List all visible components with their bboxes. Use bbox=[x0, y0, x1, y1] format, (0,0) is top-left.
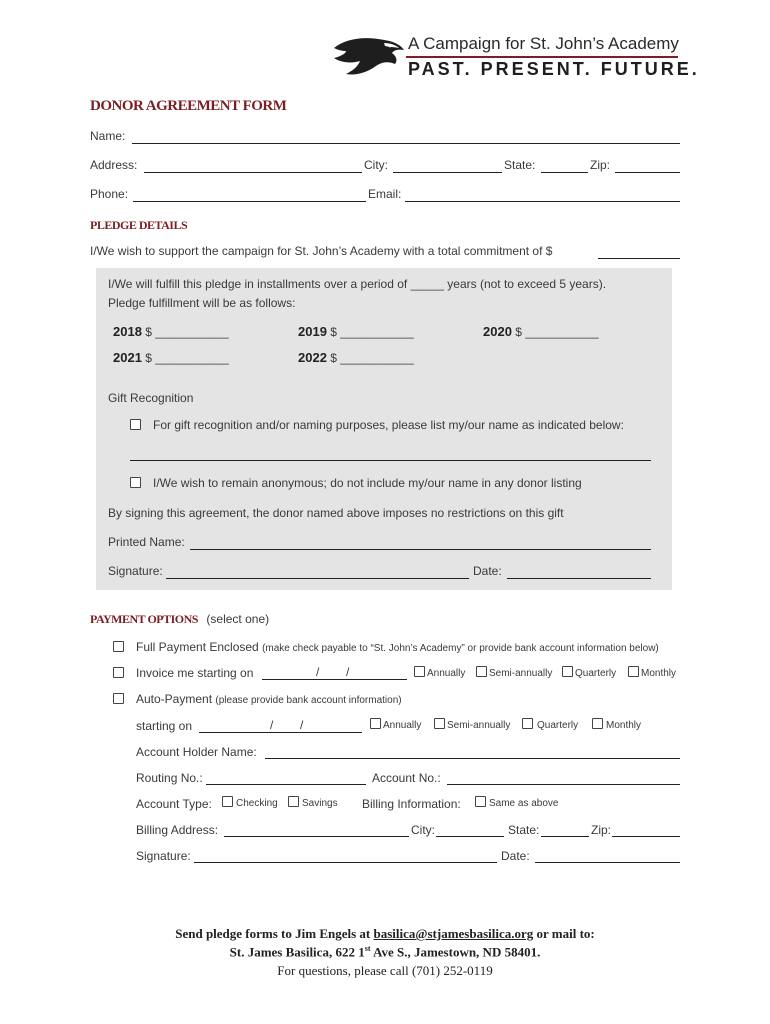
year-amount: $ ___________ bbox=[145, 351, 229, 365]
year-2021-row[interactable] bbox=[113, 350, 229, 365]
footer-send-line bbox=[0, 926, 770, 942]
eagle-logo-icon bbox=[332, 34, 406, 78]
printed-name-label: Printed Name: bbox=[108, 535, 185, 549]
year-label: 2020 bbox=[483, 324, 512, 339]
starting-date-field[interactable] bbox=[199, 732, 362, 733]
email-label: Email: bbox=[368, 187, 402, 201]
autopay-semiannually-label: Semi-annually bbox=[447, 720, 511, 731]
pledge-date-field[interactable] bbox=[507, 578, 651, 579]
naming-checkbox[interactable] bbox=[130, 419, 141, 430]
name-field[interactable] bbox=[132, 143, 680, 144]
email-field[interactable] bbox=[405, 201, 680, 202]
account-type-label: Account Type: bbox=[136, 797, 212, 811]
year-amount: $ ___________ bbox=[330, 351, 414, 365]
footer-address-line bbox=[0, 944, 770, 960]
footer-send-suffix: or mail to: bbox=[536, 926, 595, 941]
year-label: 2021 bbox=[113, 350, 142, 365]
autopay-note: (please provide bank account information) bbox=[215, 695, 402, 706]
pledge-signature-field[interactable] bbox=[166, 578, 469, 579]
anonymous-checkbox[interactable] bbox=[130, 477, 141, 488]
footer-email-link[interactable]: basilica@stjamesbasilica.org bbox=[373, 926, 534, 941]
anonymous-option-label: I/We wish to remain anonymous; do not include my/our name in any donor listing bbox=[153, 476, 582, 490]
phone-label: Phone: bbox=[90, 187, 129, 201]
name-label: Name: bbox=[90, 129, 126, 143]
invoice-date-slashes: / / bbox=[316, 665, 350, 679]
year-amount: $ ___________ bbox=[515, 325, 599, 339]
phone-field[interactable] bbox=[133, 201, 366, 202]
year-label: 2019 bbox=[298, 324, 327, 339]
address-label: Address: bbox=[90, 158, 138, 172]
autopay-quarterly-checkbox[interactable] bbox=[522, 718, 533, 729]
billing-state-label: State: bbox=[508, 823, 540, 837]
account-holder-label: Account Holder Name: bbox=[136, 745, 257, 759]
autopay-quarterly-label: Quarterly bbox=[537, 720, 579, 731]
invoice-date-field[interactable] bbox=[262, 679, 407, 680]
same-as-above-checkbox[interactable] bbox=[475, 796, 486, 807]
footer-send-prefix: Send pledge forms to Jim Engels at bbox=[175, 926, 371, 941]
billing-city-label: City: bbox=[411, 823, 435, 837]
pledge-heading: PLEDGE DETAILS bbox=[90, 218, 188, 232]
billing-zip-field[interactable] bbox=[612, 836, 680, 837]
invoice-monthly-checkbox[interactable] bbox=[628, 666, 639, 677]
payment-signature-field[interactable] bbox=[194, 862, 497, 863]
payment-heading: PAYMENT OPTIONS bbox=[90, 612, 198, 626]
savings-label: Savings bbox=[302, 798, 338, 809]
naming-field[interactable] bbox=[130, 460, 651, 461]
no-restrictions-text: By signing this agreement, the donor named above imposes no restrictions on this gift bbox=[108, 506, 564, 520]
year-label: 2018 bbox=[113, 324, 142, 339]
billing-address-field[interactable] bbox=[224, 836, 409, 837]
commitment-text: I/We wish to support the campaign for St. John’s Academy with a total commitment of $ bbox=[90, 244, 553, 258]
starting-on-label: starting on bbox=[136, 719, 193, 733]
pledge-date-label: Date: bbox=[473, 564, 502, 578]
checking-label: Checking bbox=[236, 798, 278, 809]
state-label: State: bbox=[504, 158, 536, 172]
billing-info-label: Billing Information: bbox=[362, 797, 461, 811]
billing-state-field[interactable] bbox=[541, 836, 589, 837]
year-amount: $ ___________ bbox=[145, 325, 229, 339]
invoice-monthly-label: Monthly bbox=[641, 668, 677, 679]
payment-date-field[interactable] bbox=[535, 862, 680, 863]
gift-recognition-label: Gift Recognition bbox=[108, 391, 194, 405]
pledge-signature-label: Signature: bbox=[108, 564, 163, 578]
zip-field[interactable] bbox=[615, 172, 680, 173]
autopay-label: Auto-Payment bbox=[136, 692, 213, 706]
account-holder-field[interactable] bbox=[265, 758, 680, 759]
fulfillment-text: Pledge fulfillment will be as follows: bbox=[108, 296, 296, 310]
state-field[interactable] bbox=[541, 172, 588, 173]
city-label: City: bbox=[364, 158, 388, 172]
year-2020-row[interactable] bbox=[483, 324, 599, 339]
year-label: 2022 bbox=[298, 350, 327, 365]
autopay-row bbox=[136, 692, 402, 706]
city-field[interactable] bbox=[393, 172, 502, 173]
account-no-label: Account No.: bbox=[372, 771, 441, 785]
invoice-label: Invoice me starting on bbox=[136, 666, 254, 680]
routing-label: Routing No.: bbox=[136, 771, 203, 785]
printed-name-field[interactable] bbox=[190, 549, 651, 550]
footer-address-sup: st bbox=[364, 944, 371, 953]
payment-heading-note: (select one) bbox=[206, 612, 270, 626]
autopay-checkbox[interactable] bbox=[113, 693, 124, 704]
starting-date-slashes: / / bbox=[270, 718, 304, 732]
year-2018-row[interactable] bbox=[113, 324, 229, 339]
year-2019-row[interactable] bbox=[298, 324, 414, 339]
billing-zip-label: Zip: bbox=[591, 823, 612, 837]
year-2022-row[interactable] bbox=[298, 350, 414, 365]
autopay-annually-checkbox[interactable] bbox=[370, 718, 381, 729]
billing-city-field[interactable] bbox=[436, 836, 504, 837]
naming-option-label: For gift recognition and/or naming purposes, please list my/our name as indicated below: bbox=[153, 418, 624, 432]
campaign-line: A Campaign for St. John’s Academy bbox=[408, 34, 679, 53]
routing-field[interactable] bbox=[206, 784, 366, 785]
footer-address-post: Ave S., Jamestown, ND 58401. bbox=[373, 944, 541, 960]
autopay-semiannually-checkbox[interactable] bbox=[434, 718, 445, 729]
autopay-annually-label: Annually bbox=[383, 720, 422, 731]
full-payment-label: Full Payment Enclosed bbox=[136, 640, 259, 654]
checking-checkbox[interactable] bbox=[222, 796, 233, 807]
invoice-annually-checkbox[interactable] bbox=[414, 666, 425, 677]
autopay-monthly-checkbox[interactable] bbox=[592, 718, 603, 729]
invoice-quarterly-checkbox[interactable] bbox=[562, 666, 573, 677]
account-no-field[interactable] bbox=[447, 784, 680, 785]
autopay-monthly-label: Monthly bbox=[606, 720, 642, 731]
invoice-semiannually-checkbox[interactable] bbox=[476, 666, 487, 677]
payment-heading-row bbox=[90, 610, 269, 628]
zip-label: Zip: bbox=[590, 158, 611, 172]
invoice-semiannually-label: Semi-annually bbox=[489, 668, 553, 679]
invoice-annually-label: Annually bbox=[427, 668, 466, 679]
full-payment-checkbox[interactable] bbox=[113, 641, 124, 652]
installments-text: I/We will fulfill this pledge in installments over a period of _____ years (not to exceed 5 years). bbox=[108, 277, 607, 291]
same-as-above-label: Same as above bbox=[489, 798, 559, 809]
form-title: DONOR AGREEMENT FORM bbox=[90, 98, 287, 114]
year-amount: $ ___________ bbox=[330, 325, 414, 339]
full-payment-row bbox=[136, 640, 659, 654]
savings-checkbox[interactable] bbox=[288, 796, 299, 807]
full-payment-note: (make check payable to “St. John’s Academy” or provide bank account information below) bbox=[262, 643, 659, 654]
billing-address-label: Billing Address: bbox=[136, 823, 219, 837]
invoice-checkbox[interactable] bbox=[113, 667, 124, 678]
payment-signature-label: Signature: bbox=[136, 849, 191, 863]
tagline: PAST. PRESENT. FUTURE. bbox=[408, 59, 700, 79]
commitment-amount-field[interactable] bbox=[598, 258, 680, 259]
footer-address-pre: St. James Basilica, 622 1 bbox=[229, 944, 365, 960]
payment-date-label: Date: bbox=[501, 849, 530, 863]
header-divider bbox=[406, 56, 678, 58]
invoice-quarterly-label: Quarterly bbox=[575, 668, 617, 679]
address-field[interactable] bbox=[144, 172, 362, 173]
footer-questions: For questions, please call (701) 252-0119 bbox=[277, 963, 493, 978]
